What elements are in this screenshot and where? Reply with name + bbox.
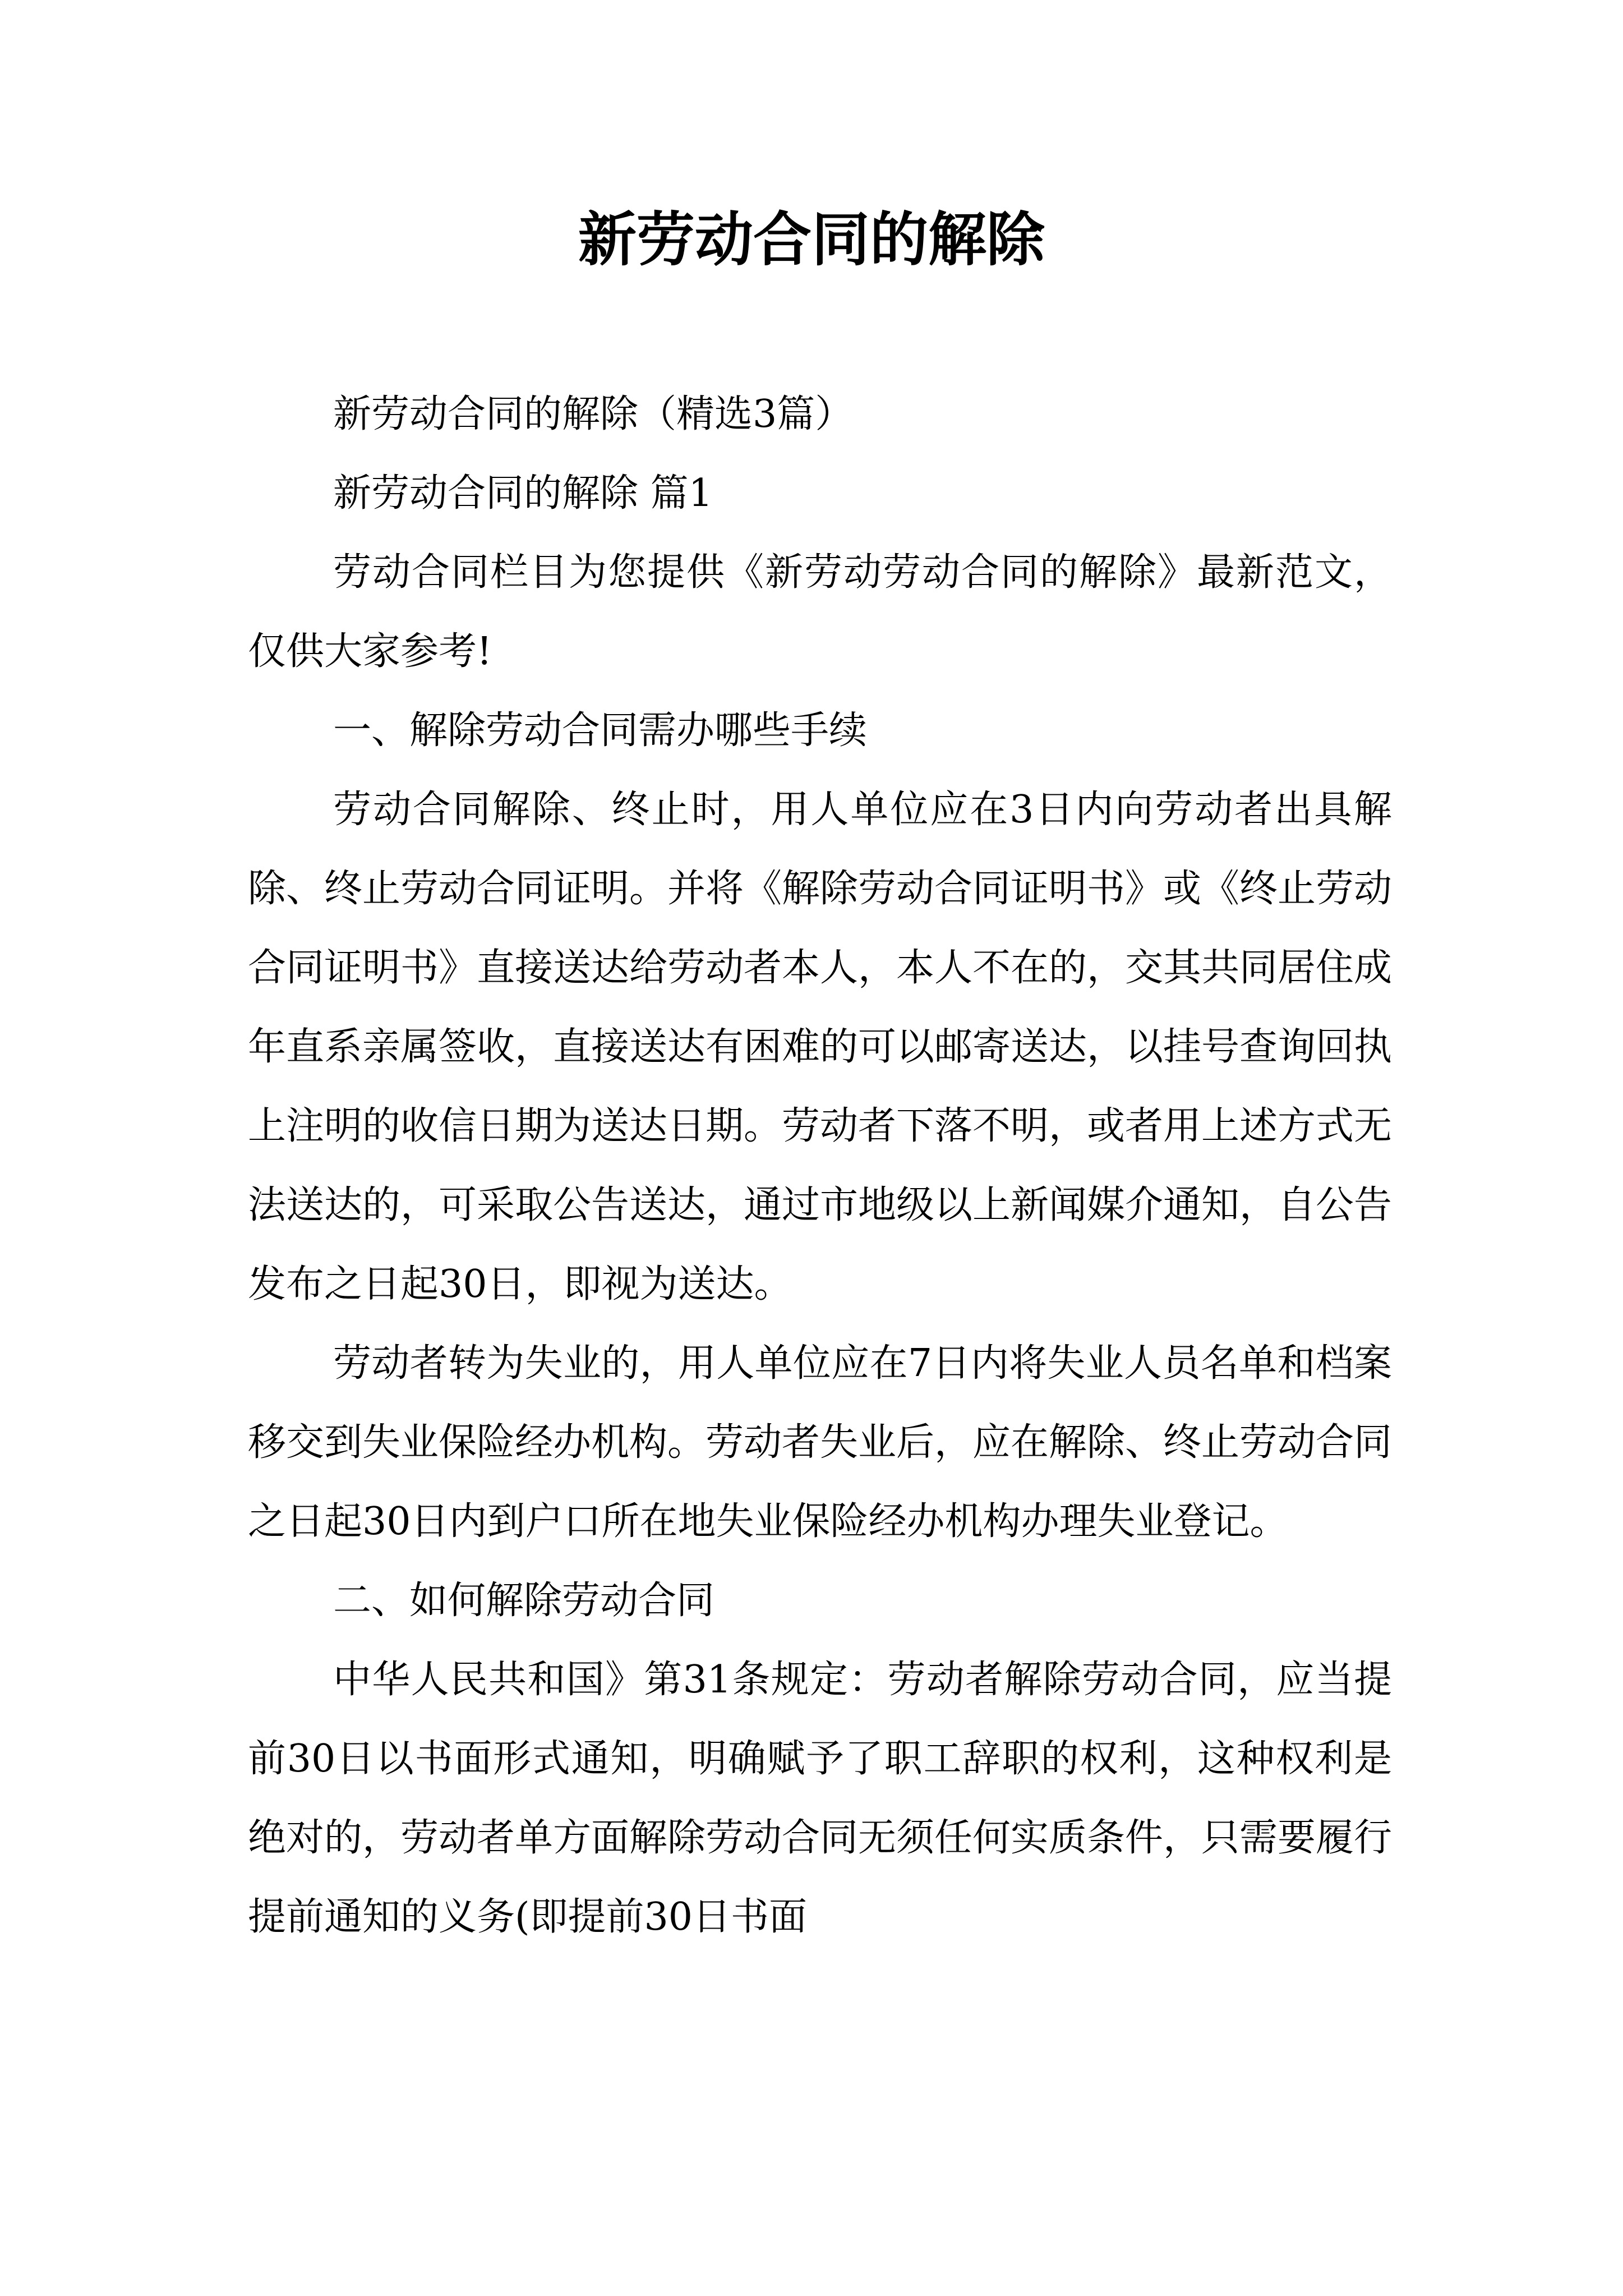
document-title: 新劳动合同的解除: [578, 205, 1045, 274]
paragraph-procedures: 劳动合同解除、终止时，用人单位应在3日内向劳动者出具解除、终止劳动合同证明。并将《解除劳动合同证明书》或《终止劳动合同证明书》直接送达给劳动者本人，本人不在的，交其共同居住成年直系亲属签收，直接送达有困难的可以邮寄送达，以挂号查询回执上注明的收信日期为送达日期。劳动者下落不明，或者用上述方式无法送达的，可采取公告送达，通过市地级以上新闻媒介通知，自公告发布之日起30日，即视为送达。: [248, 788, 1393, 1306]
paragraph-article-heading: 新劳动合同的解除 篇1: [333, 471, 713, 516]
paragraph-intro: 劳动合同栏目为您提供《新劳动劳动合同的解除》最新范文，仅供大家参考!: [248, 550, 1392, 674]
paragraph-unemployment: 劳动者转为失业的，用人单位应在7日内将失业人员名单和档案移交到失业保险经办机构。劳动者失业后，应在解除、终止劳动合同之日起30日内到户口所在地失业保险经办机构办理失业登记。: [248, 1341, 1393, 1544]
paragraph-article-31: 中华人民共和国》第31条规定：劳动者解除劳动合同，应当提前30日以书面形式通知，明确赋予了职工辞职的权利，这种权利是绝对的，劳动者单方面解除劳动合同无须任何实质条件，只需要履行提前通知的义务(即提前30日书面: [248, 1658, 1393, 1939]
document-body: [248, 375, 1392, 1957]
section-heading-procedures: 一、解除劳动合同需办哪些手续: [333, 708, 868, 753]
paragraph-subtitle: 新劳动合同的解除（精选3篇）: [333, 392, 854, 436]
section-heading-how-to-terminate: 二、如何解除劳动合同: [333, 1579, 715, 1623]
